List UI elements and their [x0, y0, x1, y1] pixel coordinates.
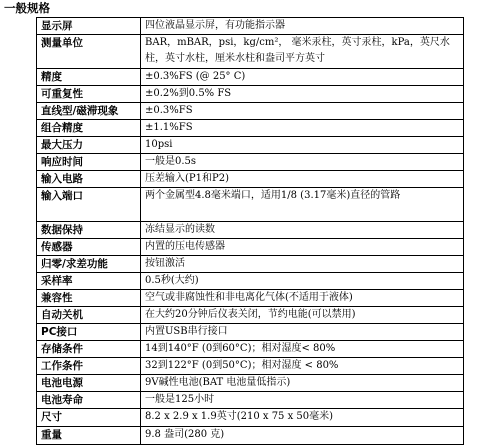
table-row — [37, 69, 464, 86]
spec-value: 14到140°F (0到60°C)；相对湿度< 80% — [141, 341, 464, 358]
table-row — [37, 307, 464, 324]
spec-label: 存储条件 — [37, 341, 141, 358]
table-row — [37, 392, 464, 409]
spec-value: 压差输入(P1和P2) — [141, 171, 464, 188]
spec-label: 自动关机 — [37, 307, 141, 324]
table-row — [37, 188, 464, 222]
section-title: 一般规格 — [4, 1, 50, 15]
spec-label: PC接口 — [37, 324, 141, 341]
specifications-table — [36, 17, 464, 445]
spec-label: 归零/求差功能 — [37, 256, 141, 273]
table-row — [37, 290, 464, 307]
spec-label: 显示屏 — [37, 18, 141, 35]
table-row — [37, 409, 464, 427]
spec-label: 响应时间 — [37, 154, 141, 171]
spec-label: 输入电路 — [37, 171, 141, 188]
spec-label: 采样率 — [37, 273, 141, 290]
spec-value: 两个金属型4.8毫米端口，适用1/8 (3.17毫米)直径的管路 — [141, 188, 464, 222]
table-row — [37, 171, 464, 188]
spec-value: 9.8 盎司(280 克) — [141, 427, 464, 445]
spec-label: 工作条件 — [37, 358, 141, 375]
spec-value: ±0.2%到0.5% FS — [141, 86, 464, 103]
spec-label: 数据保持 — [37, 222, 141, 239]
table-row — [37, 154, 464, 171]
table-row — [37, 86, 464, 103]
spec-value: 一般是0.5s — [141, 154, 464, 171]
spec-label: 直线型/磁滞现象 — [37, 103, 141, 120]
spec-value: 10psi — [141, 137, 464, 154]
table-row — [37, 222, 464, 239]
spec-label: 精度 — [37, 69, 141, 86]
spec-value: ±0.3%FS (@ 25° C) — [141, 69, 464, 86]
spec-value: 0.5秒(大约) — [141, 273, 464, 290]
table-row — [37, 341, 464, 358]
spec-label: 重量 — [37, 427, 141, 445]
spec-value: ±0.3%FS — [141, 103, 464, 120]
spec-label: 尺寸 — [37, 409, 141, 427]
table-row — [37, 324, 464, 341]
table-row — [37, 35, 464, 69]
spec-label: 传感器 — [37, 239, 141, 256]
spec-label: 测量单位 — [37, 35, 141, 69]
table-row — [37, 358, 464, 375]
spec-label: 组合精度 — [37, 120, 141, 137]
spec-value: 内置的压电传感器 — [141, 239, 464, 256]
spec-label: 可重复性 — [37, 86, 141, 103]
spec-label: 最大压力 — [37, 137, 141, 154]
spec-value: 按钮激活 — [141, 256, 464, 273]
spec-label: 电池寿命 — [37, 392, 141, 409]
spec-value: 一般是125小时 — [141, 392, 464, 409]
table-row — [37, 256, 464, 273]
spec-value: 冻结显示的读数 — [141, 222, 464, 239]
spec-value: ±1.1%FS — [141, 120, 464, 137]
table-row — [37, 239, 464, 256]
spec-value: 内置USB串行接口 — [141, 324, 464, 341]
table-row — [37, 103, 464, 120]
spec-value: BAR，mBAR，psi，kg/cm²， 毫米汞柱，英寸汞柱，kPa，英尺水柱，英寸水柱，厘米水柱和盎司平方英寸 — [141, 35, 464, 69]
spec-label: 兼容性 — [37, 290, 141, 307]
table-row — [37, 375, 464, 392]
table-row — [37, 18, 464, 35]
spec-value: 在大约20分钟后仪表关闭，节约电能(可以禁用) — [141, 307, 464, 324]
table-row — [37, 120, 464, 137]
spec-value: 四位液晶显示屏，有功能指示器 — [141, 18, 464, 35]
spec-value: 空气或非腐蚀性和非电离化气体(不适用于液体) — [141, 290, 464, 307]
table-row — [37, 273, 464, 290]
table-row — [37, 137, 464, 154]
spec-value: 9V碱性电池(BAT 电池量低指示) — [141, 375, 464, 392]
spec-label: 电池电源 — [37, 375, 141, 392]
spec-value: 8.2 x 2.9 x 1.9英寸(210 x 75 x 50毫米) — [141, 409, 464, 427]
spec-value: 32到122°F (0到50°C)；相对湿度 < 80% — [141, 358, 464, 375]
spec-label: 输入端口 — [37, 188, 141, 222]
table-row — [37, 427, 464, 445]
